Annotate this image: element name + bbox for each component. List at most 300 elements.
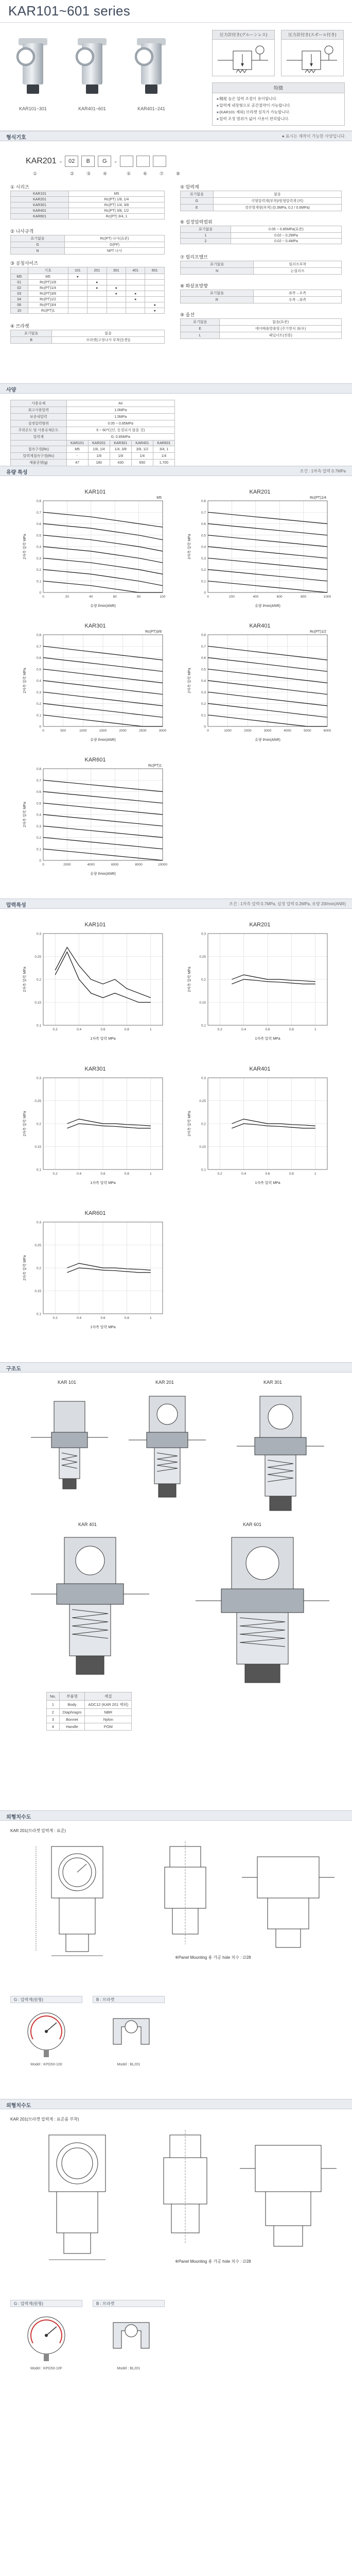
x-axis-label: 1차측 압력 MPa [90,1326,116,1329]
series-line [208,558,327,569]
section-note: 조건 : 1차측 압력 0.7MPa, 설정 압력 0.2MPa, 유량 20l/min(ANR) [228,902,346,906]
code-box [120,156,133,167]
table-row [11,308,165,314]
table-row [47,1709,132,1716]
table-row [181,326,342,332]
y-tick-label: 0.4 [201,545,206,549]
flow-chart-kar201 [185,486,335,610]
series-line [43,581,163,592]
table-cell [145,291,165,297]
accessory-heading: B : 브라켓 [93,2300,165,2307]
symbol-box-2 [281,30,344,76]
y-tick-label: 0.15 [34,1145,41,1149]
table-cell: 패널너트(전용) [220,332,342,339]
x-axis-label: 1차측 압력 MPa [90,1181,116,1185]
y-axis-label: 2차측 압력 MPa [23,1111,27,1137]
table-row [11,235,165,242]
section-heading-model-code [0,131,352,141]
chart-legend: Rc(PT)3/8 [145,630,162,634]
table-row [11,191,165,197]
chart-title: KAR301 [84,1066,106,1072]
table-cell: KAR601 [153,440,174,446]
table-cell: Rc(PT)1/4 [28,285,68,291]
table-header-cell [11,267,28,274]
y-tick-label: 0.1 [36,580,41,584]
y-axis-label: 2차측 압력 MPa [23,534,27,560]
page-title: KAR101~601 series [8,3,131,19]
table-row [11,214,165,219]
y-tick-label: 0.5 [36,534,41,538]
table-cell [126,274,145,280]
table-title: ③ 공칭사이즈 [10,261,39,266]
y-tick-label: 0 [39,725,41,729]
y-tick-label: 0.2 [201,568,206,572]
code-number: ⑧ [176,171,181,176]
section-heading-dimension-1 [0,1810,352,1821]
x-tick-label: 1 [149,1316,152,1320]
table-cell: ● [87,280,107,285]
y-tick-label: 0.8 [201,633,206,637]
x-tick-label: 0.4 [77,1172,82,1176]
table-cell: 1/8 [88,453,110,460]
table-header-cell: 101 [68,267,87,274]
table-cell: 0.05 ~ 0.85MPa(표준) [231,226,341,233]
dimension-section-1 [0,1821,352,2099]
table-cell [145,285,165,291]
series-line [67,1268,150,1273]
side-view-drawing-2-icon [154,2130,216,2243]
y-tick-label: 0.7 [201,511,206,515]
table-cell [107,297,126,302]
structure-label: KAR 301 [263,1380,283,1385]
table-header-row [47,1692,132,1701]
table-cell: R [181,297,254,303]
section-heading-spec [0,383,352,394]
y-tick-label: 0.1 [36,1312,41,1316]
table-cell: 430 [110,460,131,466]
section-title: 외형치수도 [6,2103,31,2109]
x-tick-label: 0 [42,863,44,867]
code-number: ⑦ [160,171,164,176]
x-tick-label: 0.6 [265,1172,270,1176]
table-cell: 우측→좌측 [253,297,341,303]
x-axis-label: 1차측 압력 MPa [255,1181,280,1185]
series-line [208,524,327,535]
y-tick-label: 0.8 [36,633,41,637]
section-title: 사양 [6,387,16,393]
y-axis-label: 2차측 압력 MPa [188,1111,191,1137]
x-tick-label: 0.6 [265,1028,270,1031]
x-tick-label: 6000 [111,863,119,867]
table-cell: M5 [68,191,164,197]
accessory-heading: G : 압력계(원형) [10,1996,82,2003]
y-tick-label: 0 [39,591,41,595]
chart-title: KAR101 [84,922,106,928]
table-cell: 표기없음 [11,330,52,337]
x-tick-label: 1 [149,1172,152,1176]
table-cell [145,280,165,285]
table-cell [126,302,145,308]
y-tick-label: 0.2 [36,702,41,706]
y-tick-label: 0.3 [201,690,206,694]
flow-chart-kar601 [21,754,170,878]
y-tick-label: 0.1 [201,580,206,584]
table-cell: Rc(PT) 나사(표준) [65,235,165,242]
table-cell: E [181,326,220,332]
table-cell: 1 [181,233,231,239]
table-cell: 06 [11,302,28,308]
y-tick-label: 0.5 [201,534,206,538]
y-tick-label: 0.2 [36,1266,41,1270]
table-cell: NBR [85,1709,132,1716]
x-tick-label: 0.8 [124,1028,129,1031]
series-line [232,1119,315,1126]
table-cell: Rc(PT)3/8 [28,291,68,297]
pressure-chart-kar101 [21,919,170,1043]
table-header-cell: 부품명 [59,1692,85,1701]
x-tick-label: 100 [160,595,166,599]
feature-item: ■ (KAR101 제외) 브라켓 설치가 가능합니다. [217,109,340,116]
y-axis-label: 2차측 압력 MPa [23,668,27,693]
table-row [11,291,165,297]
series-line [67,1124,150,1128]
table-header-cell: 601 [145,267,165,274]
product-photos [7,33,192,115]
table-row [11,427,175,434]
product-header [0,23,352,131]
pressure-chart-kar401 [185,1063,335,1187]
structure-label: KAR 101 [57,1380,77,1385]
y-tick-label: 0.1 [36,848,41,852]
bracket-model: Model : BL201 [117,2063,140,2066]
section-title: 구조도 [6,1366,21,1372]
bracket-table [10,330,165,344]
x-tick-label: 0.2 [217,1028,222,1031]
x-tick-label: 0.8 [289,1028,294,1031]
y-axis-label: 2차측 압력 MPa [188,534,191,560]
y-tick-label: 0.15 [34,1290,41,1293]
x-tick-label: 40 [89,595,93,599]
table-cell [87,291,107,297]
x-tick-label: 0.2 [52,1316,58,1320]
table-cell: Rc(PT)1/2 [28,297,68,302]
table-cell: KAR101 [11,191,69,197]
y-tick-label: 0 [204,591,206,595]
y-tick-label: 0.6 [36,656,41,660]
product-image-3 [126,38,177,100]
series-line [232,975,315,981]
y-tick-label: 0 [39,859,41,863]
table-cell: ● [107,285,126,291]
section-title: 압력특성 [6,903,26,908]
table-row [11,197,165,202]
table-header-cell: 재질 [85,1692,132,1701]
series-line [43,547,163,563]
y-tick-label: 0.4 [201,679,206,683]
x-tick-label: 80 [136,595,141,599]
x-axis-label: 유량 l/min(ANR) [255,604,280,608]
table-cell: 1.5MPa [66,414,174,420]
table-cell: Body [59,1701,85,1709]
features-title: 特徴 [213,83,344,93]
code-number: ⑤ [127,171,131,176]
table-cell: 5 ~ 60℃(단, 동결되지 않을 것) [66,427,174,434]
structure-label: KAR 201 [155,1380,174,1385]
table-header-cell: No. [47,1692,60,1701]
code-box: G [98,156,111,167]
table-cell: 2 [181,239,231,244]
x-tick-label: 0.2 [52,1028,58,1031]
side-view-drawing-icon [154,1841,216,1944]
table-cell [107,302,126,308]
structure-label: KAR 601 [242,1522,262,1527]
table-cell [145,297,165,302]
gauge-model: Model : KPG50-100 [30,2063,62,2066]
y-tick-label: 0.3 [201,932,206,936]
x-tick-label: 6000 [323,729,331,733]
y-tick-label: 0 [204,725,206,729]
option-table [180,318,342,339]
y-tick-label: 0.5 [36,668,41,672]
table-cell: 1,700 [153,460,174,466]
table-cell: NPT 나사 [65,248,165,255]
table-cell: Nylon [85,1716,132,1723]
product-label-3: KAR401~241 [137,106,165,111]
code-number: ③ [86,171,91,176]
table-cell: ● [145,302,165,308]
chart-title: KAR401 [249,1066,271,1072]
x-tick-label: 2000 [119,729,127,733]
cross-section-kar601-icon [196,1532,329,1687]
y-tick-label: 0.4 [36,813,41,817]
series-line [43,826,163,837]
table-cell: Rc(PT) 1/8, 1/4 [68,197,164,202]
structure-section [0,1372,352,1810]
series-line [232,1124,315,1128]
x-tick-label: 0.4 [241,1028,247,1031]
table-cell: G [181,198,214,205]
table-cell [68,308,87,314]
table-cell [68,291,87,297]
code-box [153,156,166,167]
y-axis-label: 2차측 압력 MPa [23,1255,27,1281]
table-cell: N [11,248,65,255]
table-cell: B [11,337,52,344]
front-view-drawing-2-icon [21,2130,134,2264]
table-row [11,420,175,427]
y-tick-label: 0.2 [36,568,41,572]
x-tick-label: 0.4 [77,1316,82,1320]
table-title: ⑨ 옵션 [180,312,195,317]
x-tick-label: 60 [113,595,117,599]
table-cell: KAR201 [11,197,69,202]
table-cell [126,308,145,314]
section-title: 외형치수도 [6,1815,31,1820]
table-cell: 180 [88,460,110,466]
range-table [180,226,342,244]
series-line [43,512,163,527]
feature-item: ■ 精度 높은 압력 조절이 용이합니다. [217,96,340,103]
table-row [11,330,165,337]
table-header-cell: 201 [87,267,107,274]
y-tick-label: 0.15 [199,1145,206,1149]
code-box: B [81,156,95,167]
x-tick-label: 800 [301,595,307,599]
y-tick-label: 0.25 [34,1099,41,1103]
y-tick-label: 0.5 [201,668,206,672]
table-cell: ● [126,297,145,302]
table-title: ⑥ 설정압력범위 [180,219,213,225]
product-image-2 [66,38,118,100]
table-cell: 경진형계량(부착) (0.3MPa, 0.2 / 0.6MPa) [213,205,341,211]
chart-title: KAR401 [249,623,271,629]
table-cell [87,302,107,308]
x-tick-label: 10000 [157,863,168,867]
y-tick-label: 0.7 [201,645,206,649]
code-box: 02 [65,156,78,167]
chart-title: KAR201 [249,922,271,928]
table-cell: 0.02 ~ 0.2MPa [231,233,341,239]
series-line [43,558,163,574]
table-cell: 0.02 ~ 0.4MPa [231,239,341,244]
table-row [181,226,342,233]
x-tick-label: 1000 [79,729,87,733]
table-cell: 없음(표준) [220,319,342,326]
table-title: ⑤ 압력계 [180,184,199,190]
table-cell [68,280,87,285]
y-tick-label: 0.7 [36,511,41,515]
table-cell: Air [66,400,174,407]
table-row [11,242,165,248]
table-row [11,248,165,255]
flow-chart-kar301 [21,620,170,744]
x-tick-label: 5000 [304,729,311,733]
table-cell [87,308,107,314]
parts-table [46,1692,132,1731]
dimension-section-2 [0,2109,352,2398]
y-tick-label: 0.3 [201,556,206,561]
table-cell [68,297,87,302]
table-cell: 좌측→우측 [253,290,341,297]
y-tick-label: 0.1 [201,714,206,718]
table-cell: G(PF) [65,242,165,248]
table-cell [107,280,126,285]
y-tick-label: 0.15 [34,1001,41,1005]
x-tick-label: 1500 [99,729,107,733]
x-tick-label: 2000 [244,729,252,733]
y-tick-label: 0.7 [36,645,41,649]
dimension-note: KAR 201(브라켓 압력계 : 표준품 부착) [10,2117,79,2122]
x-tick-label: 0.8 [124,1172,129,1176]
section-note: ● 표시는 제작이 가능한 사양입니다. [281,134,346,139]
table-cell [145,274,165,280]
product-label-2: KAR401~601 [78,106,106,111]
table-header-row [11,267,165,274]
y-axis-label: 2차측 압력 MPa [23,802,27,827]
table-cell: 각형압력계(부착)/원형압력계 (비) [213,198,341,205]
series-line [43,792,163,803]
x-tick-label: 4000 [284,729,291,733]
table-row [47,1701,132,1709]
table-cell: ADC12 (KAR 201 제외) [85,1701,132,1709]
code-number: ⑥ [143,171,148,176]
pressure-characteristics [0,909,352,1362]
table-cell: Rc(PT)1/8 [28,280,68,285]
y-tick-label: 0.3 [36,556,41,561]
table-cell: ● [126,291,145,297]
series-line [43,849,163,860]
table-cell: 보증내압력 [11,414,67,420]
model-prefix: KAR201 [26,157,57,165]
table-cell: M5 [11,274,28,280]
y-tick-label: 0.3 [36,824,41,828]
y-tick-label: 0.15 [199,1001,206,1005]
y-axis-label: 2차측 압력 MPa [23,967,27,992]
table-row [11,208,165,214]
chart-legend: Rc(PT)1/2 [310,630,326,634]
table-cell: KAR401 [131,440,153,446]
table-row [181,233,342,239]
section-heading-dimension-2 [0,2099,352,2109]
product-image-1 [7,38,59,100]
gauge-model: Model : KPG50-10F [30,2367,62,2370]
model-code-row: KAR201 - 02 B G - [26,152,166,170]
table-cell: 1/4 [153,453,174,460]
chart-title: KAR601 [84,757,106,763]
table-row [11,302,165,308]
table-row [181,297,342,303]
x-tick-label: 1 [314,1172,316,1176]
table-cell: M5 [66,446,88,453]
table-cell: 표기없음 [181,319,220,326]
table-cell [11,440,67,446]
table-row [11,400,175,407]
table-row [11,446,175,453]
table-row [11,453,175,460]
table-header-cell: 401 [126,267,145,274]
code-number: ④ [103,171,108,176]
x-tick-label: 0.4 [77,1028,82,1031]
table-title: ⑦ 릴리프밸브 [180,255,208,260]
table-row [181,268,342,275]
table-cell: 2 [47,1709,60,1716]
table-cell: 1/4, 3/8 [110,446,131,453]
table-cell: ● [68,274,87,280]
title-bar [0,0,352,23]
accessory-heading: B : 브라켓 [93,1996,165,2003]
series-line [43,570,163,586]
table-cell: 표기없음 [181,261,254,268]
y-tick-label: 0.25 [34,1244,41,1247]
table-cell: 최고사용압력 [11,407,67,414]
table-row [181,191,342,198]
table-title: ④ 브라켓 [10,324,29,329]
table-cell: Rc(PT) 1/4, 3/8 [68,202,164,208]
table-row [11,407,175,414]
table-row [181,205,342,211]
table-row [11,460,175,466]
table-cell: 1 [47,1701,60,1709]
table-title: ① 시리즈 [10,184,29,190]
y-tick-label: 0.6 [201,656,206,660]
x-tick-label: 3000 [263,729,272,733]
table-cell: 표기없음 [181,290,254,297]
table-row [181,198,342,205]
table-cell: KAR601 [11,214,69,219]
y-tick-label: 0.8 [36,767,41,771]
spec-table [10,400,175,466]
chart-legend: Rc(PT)1 [148,764,162,768]
